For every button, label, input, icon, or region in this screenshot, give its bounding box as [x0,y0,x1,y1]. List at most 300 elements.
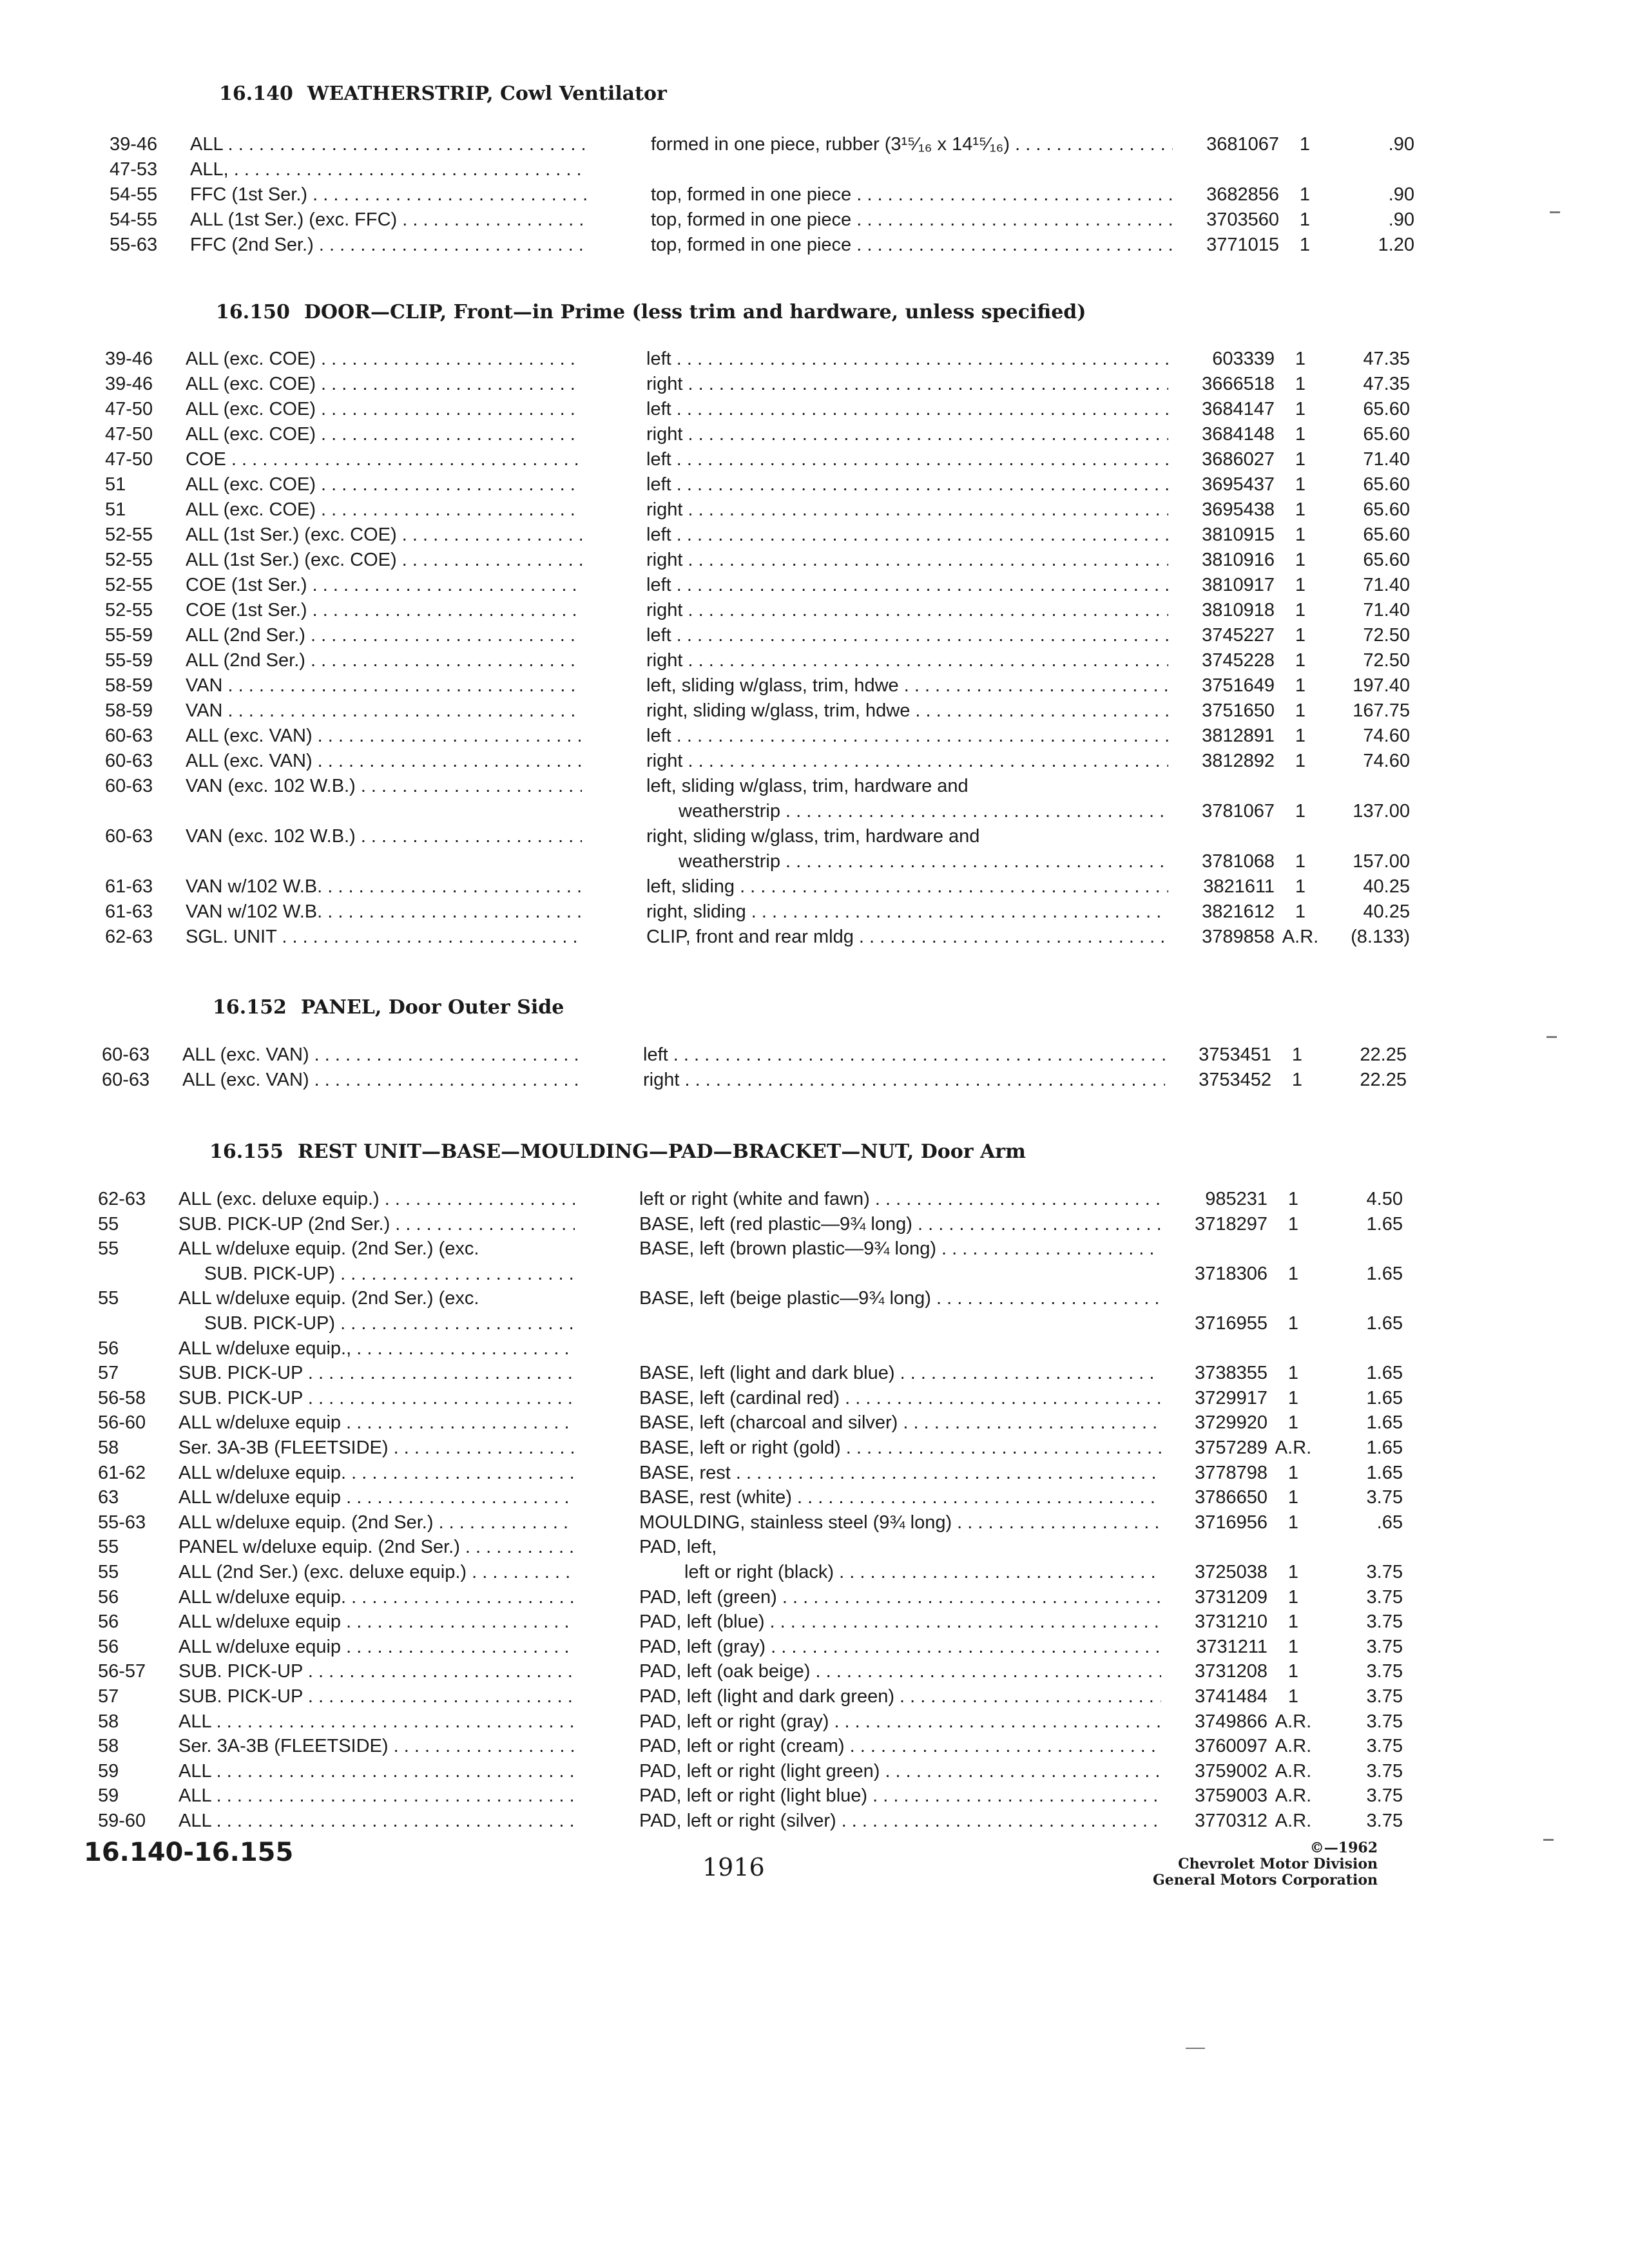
table-row [98,1635,1406,1660]
model-application: ALL (exc. COE) . . . [186,472,582,497]
year-range: 56 [98,1586,119,1608]
table-row [105,548,1413,573]
part-description: left . . . [646,397,1168,422]
part-number: 3757289 [1195,1437,1268,1458]
table-row [105,497,1413,523]
table-row [98,1783,1406,1809]
table-row [98,1585,1406,1610]
quantity: 1 [1295,550,1306,570]
year-range: 39-46 [105,349,153,369]
part-description: left or right (black) . . . [684,1560,1161,1585]
part-number: 3745228 [1202,650,1275,671]
part-description: left . . . [643,1043,1165,1068]
model-application: ALL (exc. VAN) . . . [182,1068,579,1093]
table-row [105,372,1413,397]
page-number: 1916 [702,1853,765,1881]
year-range: 52-55 [105,600,153,620]
year-range: 54-55 [110,184,158,205]
year-range: 60-63 [102,1044,150,1065]
table-row [98,1535,1406,1560]
model-application: Ser. 3A-3B (FLEETSIDE) . . . [178,1436,575,1461]
part-description: PAD, left (gray) . . . [639,1635,1161,1660]
year-range: 58 [98,1736,119,1757]
list-price: 47.35 [1363,349,1410,369]
part-number: 3695438 [1202,499,1275,520]
quantity: 1 [1299,209,1311,230]
year-range: 58 [98,1437,119,1458]
model-application: ALL (exc. COE) . . . [186,372,582,397]
part-number: 3703560 [1206,209,1279,230]
list-price: 22.25 [1360,1070,1407,1090]
part-number: 3731209 [1195,1586,1268,1608]
model-application: ALL w/deluxe equip. (2nd Ser.) (exc. [178,1238,479,1260]
table-row [98,1361,1406,1386]
table-row [105,422,1413,447]
model-application: VAN (exc. 102 W.B.) . . . [186,824,582,849]
table-row [98,1236,1406,1287]
model-application: ALL (exc. VAN) . . . [186,724,582,749]
quantity: A.R. [1275,1811,1312,1831]
quantity: 1 [1295,726,1306,746]
year-range: 59-60 [98,1811,146,1831]
part-number: 3810917 [1202,575,1275,595]
list-price: 71.40 [1363,449,1410,470]
part-description: left . . . [646,523,1168,548]
list-price: 3.75 [1366,1611,1403,1633]
part-description-continued: weatherstrip . . . [679,799,1168,824]
table-row [105,573,1413,598]
model-application: ALL (1st Ser.) (exc. FFC) . . . [190,207,586,233]
model-application: SUB. PICK-UP . . . [178,1386,575,1411]
part-number: 3681067 [1206,134,1279,155]
quantity: 1 [1291,1044,1303,1065]
part-number: 3821611 [1203,876,1275,897]
model-application: VAN (exc. 102 W.B.) . . . [186,774,582,799]
part-description: right . . . [643,1068,1165,1093]
part-description: formed in one piece, rubber (3¹⁵⁄₁₆ x 14¹⁵⁄₁₆) . . . [651,132,1173,157]
list-price: 157.00 [1353,851,1410,872]
model-application: FFC (1st Ser.) . . . [190,182,586,207]
part-description: right, sliding w/glass, trim, hdwe . . . [646,698,1168,724]
part-number: 3695437 [1202,474,1275,495]
list-price: 1.65 [1366,1264,1403,1285]
part-number: 3781067 [1202,801,1275,822]
part-number: 3759003 [1195,1785,1268,1807]
table-row [98,1436,1406,1461]
model-application-continued: SUB. PICK-UP) . . . [204,1262,575,1287]
part-description: right . . . [646,422,1168,447]
part-number: 3812891 [1202,726,1275,746]
year-range: 56 [98,1338,119,1359]
part-number: 3684148 [1202,424,1275,445]
part-description: PAD, left or right (gray) . . . [639,1709,1161,1735]
table-row [105,623,1413,648]
quantity: 1 [1287,1661,1299,1682]
quantity: 1 [1295,499,1306,520]
section-heading: WEATHERSTRIP, Cowl Ventilator [307,82,667,105]
list-price: 65.60 [1363,524,1410,545]
list-price: 3.75 [1366,1736,1403,1757]
year-range: 52-55 [105,575,153,595]
quantity: 1 [1295,600,1306,620]
part-description: right, sliding . . . [646,899,1168,925]
part-number: 3781068 [1202,851,1275,872]
part-description: BASE, left (charcoal and silver) . . . [639,1410,1161,1436]
model-application: ALL w/deluxe equip . . . [178,1635,575,1660]
year-range: 58-59 [105,700,153,721]
list-price: 71.40 [1363,575,1410,595]
part-number: 3725038 [1195,1562,1268,1582]
part-number: 3778798 [1195,1462,1268,1483]
model-application: SUB. PICK-UP (2nd Ser.) . . . [178,1212,575,1237]
model-application: ALL w/deluxe equip. (2nd Ser.) . . . [178,1510,575,1535]
year-range: 60-63 [105,751,153,771]
quantity: A.R. [1275,1711,1312,1732]
part-description: BASE, left (red plastic—9¾ long) . . . [639,1212,1161,1237]
list-price: 1.65 [1366,1437,1403,1458]
list-price: 65.60 [1363,499,1410,520]
part-description: PAD, left (green) . . . [639,1585,1161,1610]
table-row [98,1212,1406,1237]
table-row [105,347,1413,372]
table-row [98,1187,1406,1212]
part-description: PAD, left (oak beige) . . . [639,1659,1161,1684]
table-row [110,157,1418,182]
model-application: VAN . . . [186,698,582,724]
table-row [98,1410,1406,1436]
model-application: ALL (exc. deluxe equip.) . . . [178,1187,575,1212]
quantity: A.R. [1275,1785,1312,1807]
part-number: 3760097 [1195,1736,1268,1757]
model-application: COE . . . [186,447,582,472]
year-range: 62-63 [98,1189,146,1209]
part-number: 3729917 [1195,1387,1268,1408]
part-number: 3718306 [1195,1264,1268,1285]
quantity: 1 [1287,1586,1299,1608]
model-application: ALL . . . [190,132,586,157]
list-price: 40.25 [1363,901,1410,922]
part-description: BASE, left or right (gold) . . . [639,1436,1161,1461]
quantity: 1 [1295,424,1306,445]
section-title-16-140 [219,82,667,105]
quantity: A.R. [1275,1760,1312,1782]
quantity: 1 [1295,650,1306,671]
model-application: FFC (2nd Ser.) . . . [190,233,586,258]
list-price: .90 [1388,209,1414,230]
part-number: 3666518 [1202,374,1275,394]
section-title-16-150 [216,301,1086,323]
table-row [105,925,1413,950]
model-application: ALL w/deluxe equip . . . [178,1485,575,1510]
year-range: 55 [98,1537,119,1558]
list-price: 3.75 [1366,1686,1403,1707]
part-description: BASE, left (brown plastic—9¾ long) . . . [639,1236,1161,1262]
part-number: 3716955 [1195,1313,1268,1334]
list-price: 3.75 [1366,1487,1403,1508]
quantity: 1 [1287,1611,1299,1633]
model-application: ALL . . . [178,1783,575,1809]
model-application: PANEL w/deluxe equip. (2nd Ser.) . . . [178,1535,575,1560]
part-number: 3731210 [1195,1611,1268,1633]
part-description: top, formed in one piece . . . [651,233,1173,258]
table-row [105,824,1413,874]
model-application: VAN w/102 W.B. . . . [186,874,582,899]
table-row [105,397,1413,422]
list-price: (8.133) [1351,927,1410,947]
quantity: 1 [1287,1363,1299,1384]
year-range: 60-63 [105,826,153,847]
part-description: right, sliding w/glass, trim, hardware and [646,826,980,847]
table-row [105,472,1413,497]
year-range: 39-46 [110,134,158,155]
part-number: 3731208 [1195,1661,1268,1682]
part-description: right . . . [646,598,1168,623]
part-number: 3789858 [1202,927,1275,947]
part-description: BASE, left (light and dark blue) . . . [639,1361,1161,1386]
table-row [105,698,1413,724]
part-description: left . . . [646,472,1168,497]
model-application: Ser. 3A-3B (FLEETSIDE) . . . [178,1734,575,1759]
part-description: right . . . [646,648,1168,673]
part-description: right . . . [646,497,1168,523]
part-description: PAD, left (light and dark green) . . . [639,1684,1161,1709]
year-range: 51 [105,474,126,495]
model-application: ALL . . . [178,1759,575,1784]
model-application: SGL. UNIT . . . [186,925,582,950]
year-range: 51 [105,499,126,520]
part-number: 3738355 [1195,1363,1268,1384]
year-range: 59 [98,1760,119,1782]
list-price: 4.50 [1366,1189,1403,1209]
list-price: 65.60 [1363,550,1410,570]
quantity: 1 [1295,575,1306,595]
scan-mark [1550,211,1560,213]
table-row [105,899,1413,925]
table-row [98,1336,1406,1361]
list-price: 1.65 [1366,1387,1403,1408]
part-description: BASE, left (cardinal red) . . . [639,1386,1161,1411]
quantity: 1 [1295,751,1306,771]
part-description: top, formed in one piece . . . [651,182,1173,207]
part-description: PAD, left or right (silver) . . . [639,1809,1161,1834]
part-number: 3729920 [1195,1412,1268,1434]
quantity: 1 [1295,700,1306,721]
quantity: 1 [1295,625,1306,646]
quantity: 1 [1287,1636,1299,1657]
part-description: PAD, left or right (cream) . . . [639,1734,1161,1759]
copyright-year: ©—1962 [1309,1840,1378,1856]
table-row [105,774,1413,824]
table-row [105,673,1413,698]
table-row [105,523,1413,548]
year-range: 57 [98,1363,119,1384]
model-application: ALL (exc. COE) . . . [186,347,582,372]
part-description: MOULDING, stainless steel (9¾ long) . . . [639,1510,1161,1535]
quantity: 1 [1287,1313,1299,1334]
quantity: 1 [1287,1213,1299,1235]
quantity: 1 [1295,675,1306,696]
quantity: 1 [1287,1512,1299,1533]
table-row [105,874,1413,899]
list-price: 65.60 [1363,399,1410,419]
part-number: 3812892 [1202,751,1275,771]
table-row [98,1684,1406,1709]
list-price: 1.65 [1366,1412,1403,1434]
model-application: ALL w/deluxe equip. (2nd Ser.) (exc. [178,1288,479,1309]
year-range: 60-63 [105,776,153,796]
year-range: 55-59 [105,625,153,646]
quantity: 1 [1287,1562,1299,1582]
quantity: 1 [1287,1462,1299,1483]
model-application: SUB. PICK-UP . . . [178,1684,575,1709]
table-row [105,648,1413,673]
quantity: 1 [1295,851,1306,872]
quantity: 1 [1295,801,1306,822]
list-price: 65.60 [1363,474,1410,495]
part-number: 3686027 [1202,449,1275,470]
part-description: BASE, rest (white) . . . [639,1485,1161,1510]
quantity: 1 [1287,1189,1299,1209]
quantity: 1 [1299,235,1311,255]
part-description: left . . . [646,447,1168,472]
part-number: 3741484 [1195,1686,1268,1707]
part-description: PAD, left or right (light green) . . . [639,1759,1161,1784]
section-number: 16.150 [216,301,290,323]
table-row [105,598,1413,623]
table-row [98,1659,1406,1684]
year-range: 60-63 [102,1070,150,1090]
model-application: SUB. PICK-UP . . . [178,1659,575,1684]
year-range: 39-46 [105,374,153,394]
part-description: PAD, left (blue) . . . [639,1610,1161,1635]
list-price: 197.40 [1353,675,1410,696]
list-price: 3.75 [1366,1711,1403,1732]
model-application: ALL . . . [178,1709,575,1735]
table-row [98,1610,1406,1635]
model-application: ALL w/deluxe equip . . . [178,1610,575,1635]
model-application: SUB. PICK-UP . . . [178,1361,575,1386]
list-price: 74.60 [1363,751,1410,771]
model-application: ALL (2nd Ser.) . . . [186,623,582,648]
quantity: 1 [1291,1070,1303,1090]
list-price: 3.75 [1366,1760,1403,1782]
quantity: A.R. [1275,1736,1312,1757]
year-range: 58-59 [105,675,153,696]
year-range: 47-53 [110,159,158,180]
section-number: 16.152 [213,996,287,1019]
list-price: 40.25 [1363,876,1410,897]
table-row [98,1286,1406,1336]
table-row [110,132,1418,157]
table-row [105,724,1413,749]
year-range: 59 [98,1785,119,1807]
year-range: 60-63 [105,726,153,746]
year-range: 55-63 [98,1512,146,1533]
table-row [98,1809,1406,1834]
part-number: 3745227 [1202,625,1275,646]
list-price: 3.75 [1366,1661,1403,1682]
quantity: 1 [1287,1387,1299,1408]
model-application: ALL (exc. COE) . . . [186,397,582,422]
list-price: .65 [1376,1512,1403,1533]
list-price: 72.50 [1363,650,1410,671]
list-price: 3.75 [1366,1811,1403,1831]
list-price: 72.50 [1363,625,1410,646]
part-description: left . . . [646,573,1168,598]
part-description: right . . . [646,548,1168,573]
quantity: A.R. [1275,1437,1312,1458]
quantity: 1 [1295,399,1306,419]
year-range: 56 [98,1636,119,1657]
part-number: 3771015 [1206,235,1279,255]
list-price: 65.60 [1363,424,1410,445]
table-row [110,233,1418,258]
list-price: 71.40 [1363,600,1410,620]
year-range: 47-50 [105,399,153,419]
list-price: 3.75 [1366,1636,1403,1657]
part-description: CLIP, front and rear mldg . . . [646,925,1168,950]
year-range: 47-50 [105,449,153,470]
section-heading: PANEL, Door Outer Side [300,996,564,1019]
year-range: 56 [98,1611,119,1633]
model-application-continued: SUB. PICK-UP) . . . [204,1311,575,1336]
section-title-16-155 [209,1140,1026,1163]
part-description: left, sliding . . . [646,874,1168,899]
model-application: ALL (2nd Ser.) (exc. deluxe equip.) . . . [178,1560,575,1585]
list-price: 3.75 [1366,1562,1403,1582]
section-number: 16.140 [219,82,293,105]
list-price: 1.65 [1366,1462,1403,1483]
list-price: 47.35 [1363,374,1410,394]
model-application: ALL w/deluxe equip. . . . [178,1585,575,1610]
section-number: 16.155 [209,1140,284,1163]
part-number: 603339 [1212,349,1275,369]
year-range: 55 [98,1238,119,1260]
part-description-continued: weatherstrip . . . [679,849,1168,874]
part-description: PAD, left, [639,1537,717,1558]
scan-mark [1547,1036,1557,1038]
list-price: .90 [1388,184,1414,205]
model-application: ALL w/deluxe equip . . . [178,1410,575,1436]
year-range: 62-63 [105,927,153,947]
list-price: .90 [1388,134,1414,155]
list-price: 3.75 [1366,1785,1403,1807]
table-row [98,1759,1406,1784]
quantity: A.R. [1282,927,1319,947]
part-number: 3810915 [1202,524,1275,545]
table-row [102,1043,1410,1068]
list-price: 137.00 [1353,801,1410,822]
model-application: ALL w/deluxe equip. . . . [178,1461,575,1486]
quantity: 1 [1295,449,1306,470]
part-number: 3753452 [1199,1070,1271,1090]
copyright-block [1153,1840,1378,1888]
table-row [98,1485,1406,1510]
table-row [98,1510,1406,1535]
year-range: 54-55 [110,209,158,230]
year-range: 61-63 [105,876,153,897]
quantity: 1 [1287,1487,1299,1508]
quantity: 1 [1295,901,1306,922]
model-application: VAN . . . [186,673,582,698]
part-number: 985231 [1205,1189,1268,1209]
year-range: 52-55 [105,550,153,570]
section-heading: REST UNIT—BASE—MOULDING—PAD—BRACKET—NUT, Door Arm [297,1140,1026,1163]
part-description: BASE, left (beige plastic—9¾ long) . . . [639,1286,1161,1311]
part-number: 3751649 [1202,675,1275,696]
quantity: 1 [1295,374,1306,394]
list-price: 22.25 [1360,1044,1407,1065]
